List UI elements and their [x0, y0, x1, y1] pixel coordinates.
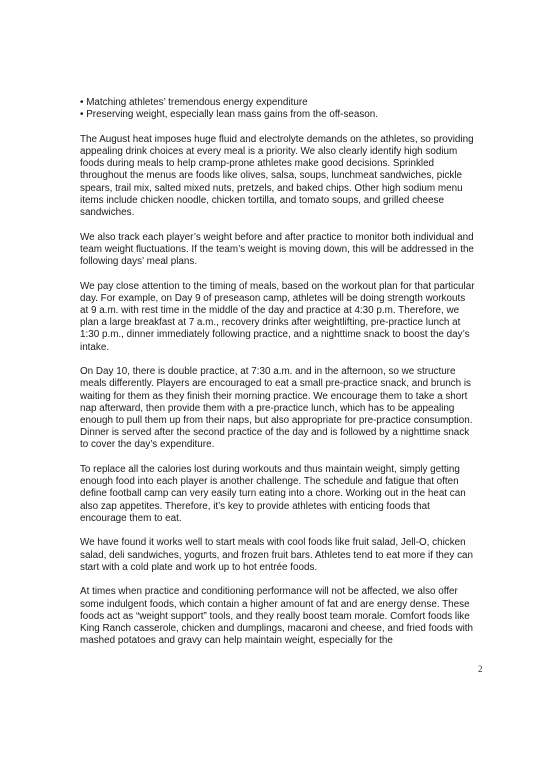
body-text — [80, 97, 476, 660]
bullet-list — [80, 97, 476, 121]
page-number: 2 — [478, 664, 483, 674]
paragraph-cool-foods: We have found it works well to start meals with cool foods like fruit salad, Jell-O, chicken salad, deli sandwiches, yogurts, and frozen fruit bars. Athletes tend to eat more if they can start with a cold plate and work up to hot entrée foods. — [80, 537, 474, 573]
bullet-item: • Preserving weight, especially lean mass gains from the off-season. — [80, 109, 379, 121]
bullet-item: • Matching athletes’ tremendous energy expenditure — [80, 97, 308, 108]
paragraph-sodium: The August heat imposes huge fluid and electrolyte demands on the athletes, so providing appealing drink choices at every meal is a priority. We also clearly identify high sodium foods during meals to help cramp-prone athletes make good decisions. Sprinkled throughout the menus are foods like olives, salsa, soups, lunchmeat sandwiches, pickle spears, trail mix, salted mixed nuts, pretzels, and baked chips. Other high sodium menu items include chicken noodle, chicken tortilla, and tomato soups, and grilled cheese sandwiches. — [80, 133, 474, 219]
paragraph-calorie-replacement: To replace all the calories lost during workouts and thus maintain weight, simply getting enough food into each player is another challenge. The schedule and fatigue that often define football camp can very easily turn eating into a chore. Working out in the heat can also zap appetites. Therefore, it’s key to provide athletes with enticing foods that encourage them to eat. — [80, 464, 466, 524]
paragraph-indulgent-foods: At times when practice and conditioning performance will not be affected, we also offer some indulgent foods, which contain a higher amount of fat and are energy dense. These foods act as “weight support” tools, and they really boost team morale. Comfort foods like King Ranch casserole, chicken and dumplings, macaroni and cheese, and fried foods with mashed potatoes and gravy can help maintain weight, especially for the — [80, 586, 474, 647]
paragraph-weight-tracking: We also track each player’s weight before and after practice to monitor both individual and team weight fluctuations. If the team’s weight is moving down, this will be addressed in the following days’ meal plans. — [80, 231, 474, 268]
paragraph-meal-timing: We pay close attention to the timing of meals, based on the workout plan for that particular day. For example, on Day 9 of preseason camp, athletes will be doing strength workouts at 9 a.m. with rest time in the middle of the day and practice at 4:30 p.m. Therefore, we plan a large breakfast at 7 a.m., recovery drinks after weightlifting, pre-practice lunch at 1:30 p.m., dinner immediately following practice, and a nighttime snack to boost the day’s intake. — [80, 280, 475, 353]
paragraph-double-practice: On Day 10, there is double practice, at 7:30 a.m. and in the afternoon, so we structure meals differently. Players are encouraged to eat a small pre-practice snack, and brunch is waiting for them as they finish their morning practice. We encourage them to take a short nap afterward, then provide them with a pre-practice lunch, which has to be appealing enough to pull them up from their naps, but also appropriate for pre-practice consumption. Dinner is served after the second practice of the day and is followed by a nighttime snack to cover the day’s expenditure. — [80, 366, 473, 451]
